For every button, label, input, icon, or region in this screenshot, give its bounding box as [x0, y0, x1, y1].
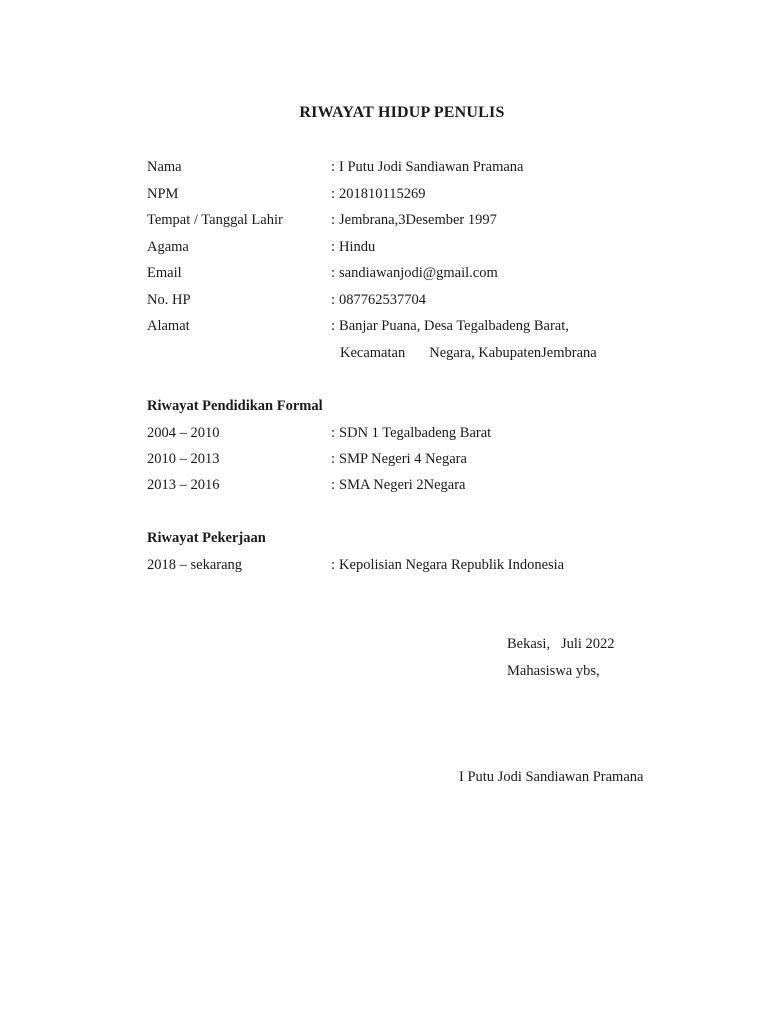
colon: :	[331, 318, 336, 334]
label-alamat: Alamat	[147, 318, 190, 334]
value-email-text: sandiawanjodi@gmail.com	[339, 265, 498, 281]
value-email	[331, 263, 498, 283]
address-kabupaten: Negara, KabupatenJembrana	[429, 345, 597, 361]
signature-name: I Putu Jodi Sandiawan Pramana	[459, 769, 644, 785]
education-period: 2004 – 2010	[147, 425, 220, 441]
colon: :	[331, 451, 336, 467]
document-title: RIWAYAT HIDUP PENULIS	[299, 104, 505, 121]
value-nama	[331, 157, 523, 177]
education-period: 2013 – 2016	[147, 477, 220, 493]
colon: :	[331, 186, 336, 202]
label-agama: Agama	[147, 239, 189, 255]
colon: :	[331, 212, 336, 228]
value-npm	[331, 184, 426, 204]
label-hp: No. HP	[147, 292, 191, 308]
signature-role: Mahasiswa ybs,	[507, 663, 600, 679]
value-alamat-text: Banjar Puana, Desa Tegalbadeng Barat,	[339, 318, 569, 334]
work-employer	[331, 555, 564, 575]
label-ttl: Tempat / Tanggal Lahir	[147, 212, 283, 228]
work-period: 2018 – sekarang	[147, 557, 243, 573]
education-school	[331, 449, 467, 469]
colon: :	[331, 292, 336, 308]
education-school-text: SDN 1 Tegalbadeng Barat	[339, 425, 492, 441]
label-email: Email	[147, 265, 182, 281]
value-alamat	[331, 316, 569, 336]
education-school	[331, 423, 491, 443]
education-school-text: SMA Negeri 2Negara	[339, 477, 466, 493]
value-ttl-text: Jembrana,3Desember 1997	[339, 212, 497, 228]
signature-place-date: Bekasi, Juli 2022	[507, 636, 615, 652]
education-heading: Riwayat Pendidikan Formal	[147, 398, 323, 414]
address-line-2	[340, 343, 597, 363]
value-hp-text: 087762537704	[339, 292, 427, 308]
colon: :	[331, 159, 336, 175]
work-heading: Riwayat Pekerjaan	[147, 530, 266, 546]
address-kecamatan: Kecamatan	[340, 345, 406, 361]
value-npm-text: 201810115269	[339, 186, 426, 202]
education-school	[331, 475, 465, 495]
colon: :	[331, 477, 336, 493]
value-agama	[331, 237, 375, 257]
colon: :	[331, 265, 336, 281]
colon: :	[331, 425, 336, 441]
education-period: 2010 – 2013	[147, 451, 220, 467]
value-agama-text: Hindu	[339, 239, 376, 255]
label-npm: NPM	[147, 186, 179, 202]
value-nama-text: I Putu Jodi Sandiawan Pramana	[339, 159, 524, 175]
value-ttl	[331, 210, 497, 230]
label-nama: Nama	[147, 159, 182, 175]
education-school-text: SMP Negeri 4 Negara	[339, 451, 467, 467]
work-employer-text: Kepolisian Negara Republik Indonesia	[339, 557, 565, 573]
colon: :	[331, 239, 336, 255]
colon: :	[331, 557, 336, 573]
value-hp	[331, 290, 426, 310]
